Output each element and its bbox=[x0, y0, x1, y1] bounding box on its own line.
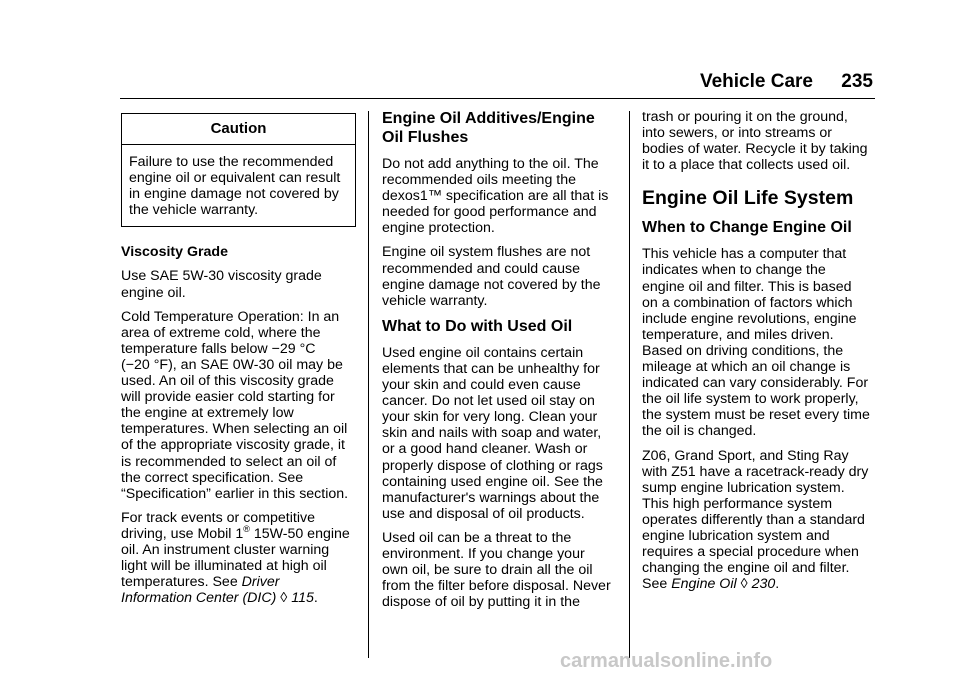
cross-reference-link: Driver bbox=[241, 574, 280, 591]
caution-line: in engine damage not covered by bbox=[129, 186, 339, 203]
section-heading-used-oil: What to Do with Used Oil bbox=[382, 317, 573, 335]
column-1 bbox=[121, 109, 357, 614]
column-divider-1 bbox=[368, 111, 369, 658]
registered-mark: ® bbox=[243, 523, 250, 534]
page-reference: 230 bbox=[751, 576, 776, 593]
page-reference: 115 bbox=[291, 590, 314, 607]
paragraph: This vehicle has a computer that indicates when to change the engine oil and filter. This is based on a combination of factors which include engine revolutions, engine temperature, and miles driven. Based on driving conditions, the mileage at which an oil change is indicated can vary considerably. For the oil life system to work properly, the system must be reset every time the oil is changed. bbox=[642, 246, 870, 440]
paragraph: For track events or competitive driving, use Mobil 1® 15W-50 engine oil. An instrument cluster warning light will be illuminated at high oil temperatures. See Driver Information Center (DIC) ◊ 115. bbox=[121, 509, 350, 607]
paragraph: Do not add anything to the oil. The recommended oils meeting the dexos1™ specification are all that is needed for good performance and engine protection. bbox=[382, 156, 609, 237]
page-reference-icon: ◊ bbox=[736, 576, 752, 593]
caution-line: Failure to use the recommended bbox=[129, 154, 334, 170]
caution-text bbox=[122, 145, 355, 226]
viscosity-grade-heading: Viscosity Grade bbox=[121, 244, 228, 261]
paragraph: Used engine oil contains certain elements that can be unhealthy for your skin and could even cause cancer. Do not let used oil stay on your skin for very long. Clean your skin and nails with soap and water, or a good hand cleaner. Wash or properly dispose of clothing or rags containing used engine oil. See the manufacturer's warnings about the use and disposal of oil products. bbox=[382, 344, 603, 522]
paragraph: Used oil can be a threat to the environment. If you change your own oil, be sure to drain all the oil from the filter before disposal. Never dispose of oil by putting it in the bbox=[382, 529, 611, 611]
cross-reference-link: Information Center (DIC) bbox=[121, 590, 277, 607]
section-heading-when-to-change: When to Change Engine Oil bbox=[642, 219, 852, 237]
caution-line: the vehicle warranty. bbox=[129, 202, 259, 219]
column-3 bbox=[642, 109, 878, 600]
paragraph: Engine oil system flushes are not recommended and could cause engine damage not covered by the vehicle warranty. bbox=[382, 244, 601, 309]
watermark: carmanualsonline.info bbox=[560, 650, 773, 672]
column-divider-2 bbox=[629, 111, 630, 658]
paragraph: trash or pouring it on the ground, into sewers, or into streams or bodies of water. Recycle it by taking it to a place that collects used oil. bbox=[642, 109, 868, 174]
caution-box bbox=[121, 113, 356, 227]
header-rule bbox=[120, 98, 875, 99]
caution-line: engine oil or equivalent can result bbox=[129, 170, 341, 187]
page-reference-icon: ◊ bbox=[276, 590, 292, 607]
column-2 bbox=[382, 109, 618, 618]
running-header-title: Vehicle Care bbox=[699, 71, 813, 92]
section-heading-additives: Engine Oil Additives/Engine Oil Flushes bbox=[382, 110, 595, 146]
paragraph: Z06, Grand Sport, and Sting Ray with Z51 have a racetrack-ready dry sump engine lubrication system. This high performance system operates differently than a standard engine lubrication system and requires a special procedure when changing the engine oil and filter. See Engine Oil ◊ 230. bbox=[642, 447, 869, 593]
caution-title: Caution bbox=[122, 114, 355, 145]
paragraph: Cold Temperature Operation: In an area of extreme cold, where the temperature falls below −29 °C (−20 °F), an SAE 0W-30 oil may be used. An oil of this viscosity grade will provide easier cold starting for the engine at extremely low temperatures. When selecting an oil of the appropriate viscosity grade, it is recommended to select an oil of the correct specification. See “Specification” earlier in this section. bbox=[121, 308, 349, 502]
paragraph: Use SAE 5W-30 viscosity grade engine oil. bbox=[121, 268, 322, 301]
page-number: 235 bbox=[841, 71, 873, 92]
section-title-oil-life-system: Engine Oil Life System bbox=[642, 187, 854, 210]
cross-reference-link: Engine Oil bbox=[671, 576, 737, 593]
